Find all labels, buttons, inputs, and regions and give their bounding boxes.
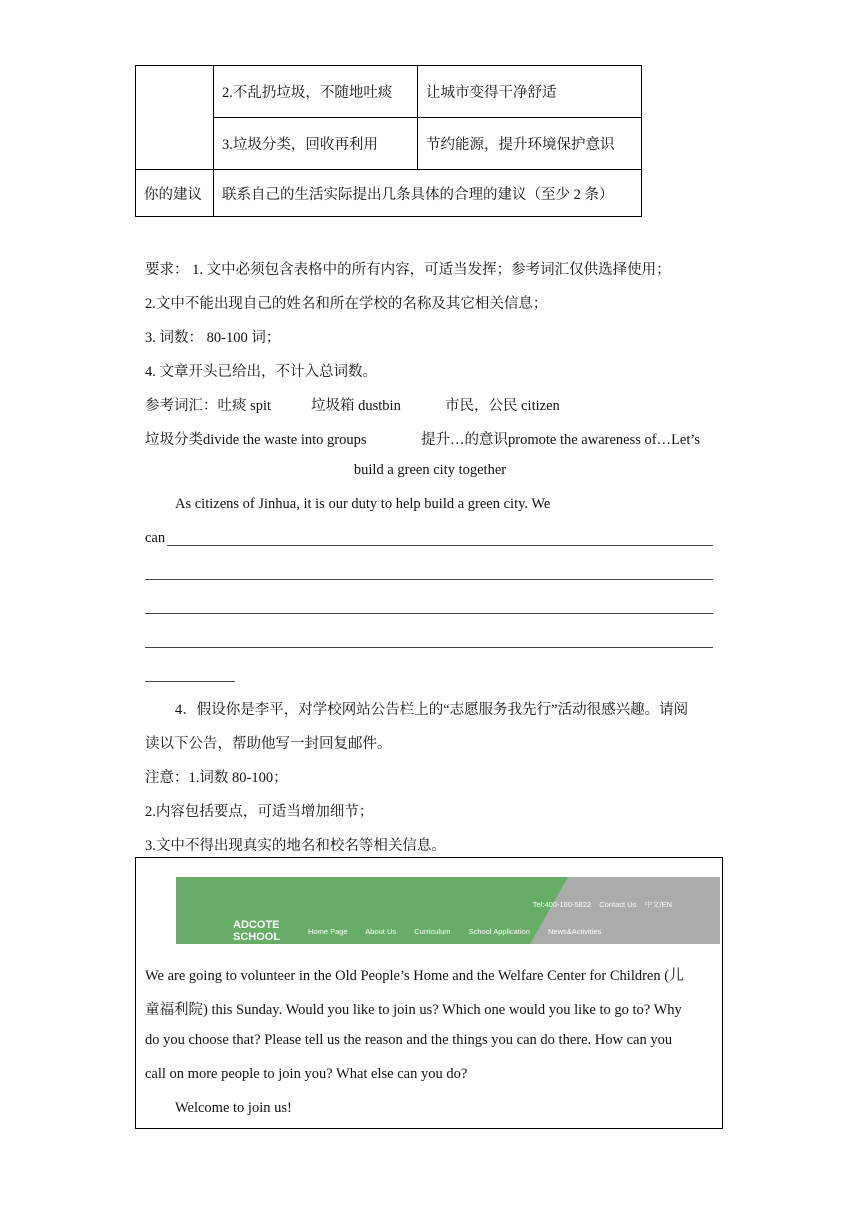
requirement-1: 要求： 1. 文中必须包含表格中的所有内容，可适当发挥；参考词汇仅供选择使用； (145, 262, 671, 278)
banner-contact-link[interactable]: Contact Us (599, 900, 637, 909)
notice-line-2: 童福利院) this Sunday. Would you like to join us? Which one would you like to go to? Why (145, 1002, 682, 1018)
q4-note-2: 2.内容包括要点，可适当增加细节； (145, 804, 374, 820)
table-cell-empty (136, 66, 214, 170)
vocab-spit: 参考词汇：吐痰 spit (145, 398, 272, 414)
nav-home-page[interactable]: Home Page (308, 927, 348, 936)
vocab-promote: 提升…的意识promote the awareness of…Let’s (421, 432, 701, 448)
table-cell: 联系自己的生活实际提出几条具体的合理的建议（至少 2 条） (214, 170, 642, 217)
answer-line (145, 613, 713, 614)
banner-nav (308, 927, 617, 936)
banner-tel: Tel:400-160-5822 (532, 900, 592, 909)
requirement-3: 3. 词数： 80-100 词； (145, 330, 281, 346)
vocab-citizen: 市民，公民 citizen (445, 398, 560, 414)
requirements-table (135, 65, 642, 217)
essay-can: can (145, 530, 166, 546)
answer-line (145, 681, 235, 682)
q4-note-3: 3.文中不得出现真实的地名和校名等相关信息。 (145, 838, 446, 854)
answer-line (167, 545, 713, 546)
notice-line-1: We are going to volunteer in the Old People’s Home and the Welfare Center for Children (儿 (145, 968, 684, 984)
q4-intro-2: 读以下公告，帮助他写一封回复邮件。 (145, 736, 392, 752)
requirement-4: 4. 文章开头已给出，不计入总词数。 (145, 364, 377, 380)
answer-line (145, 579, 713, 580)
essay-opening: As citizens of Jinhua, it is our duty to help build a green city. We (175, 496, 551, 512)
notice-line-3: do you choose that? Please tell us the reason and the things you can do there. How can you (145, 1032, 673, 1048)
vocab-green-city: build a green city together (353, 462, 507, 478)
q4-intro-1: 4．假设你是李平，对学校网站公告栏上的“志愿服务我先行”活动很感兴趣。请阅 (175, 702, 689, 718)
table-cell: 3.垃圾分类，回收再利用 (214, 118, 418, 170)
nav-school-application[interactable]: School Application (468, 927, 530, 936)
table-cell: 让城市变得干净舒适 (418, 66, 642, 118)
banner-topline (527, 899, 672, 910)
requirement-2: 2.文中不能出现自己的姓名和所在学校的名称及其它相关信息； (145, 296, 548, 312)
school-logo[interactable]: ADCOTE SCHOOL (233, 919, 281, 943)
table-cell: 2.不乱扔垃圾，不随地吐痰 (214, 66, 418, 118)
notice-line-5: Welcome to join us! (175, 1100, 292, 1116)
school-website-banner (176, 877, 720, 944)
vocab-divide: 垃圾分类divide the waste into groups (145, 432, 367, 448)
answer-line (145, 647, 713, 648)
table-cell-label: 你的建议 (136, 170, 214, 217)
q4-note-1: 注意：1.词数 80-100； (145, 770, 288, 786)
nav-about-us[interactable]: About Us (365, 927, 397, 936)
banner-language-toggle[interactable]: 中文/EN (644, 900, 672, 909)
notice-line-4: call on more people to join you? What else can you do? (145, 1066, 468, 1082)
table-cell: 节约能源，提升环境保护意识 (418, 118, 642, 170)
nav-curriculum[interactable]: Curriculum (414, 927, 451, 936)
vocab-dustbin: 垃圾箱 dustbin (311, 398, 401, 414)
nav-news-activities[interactable]: News&Activities (547, 927, 602, 936)
